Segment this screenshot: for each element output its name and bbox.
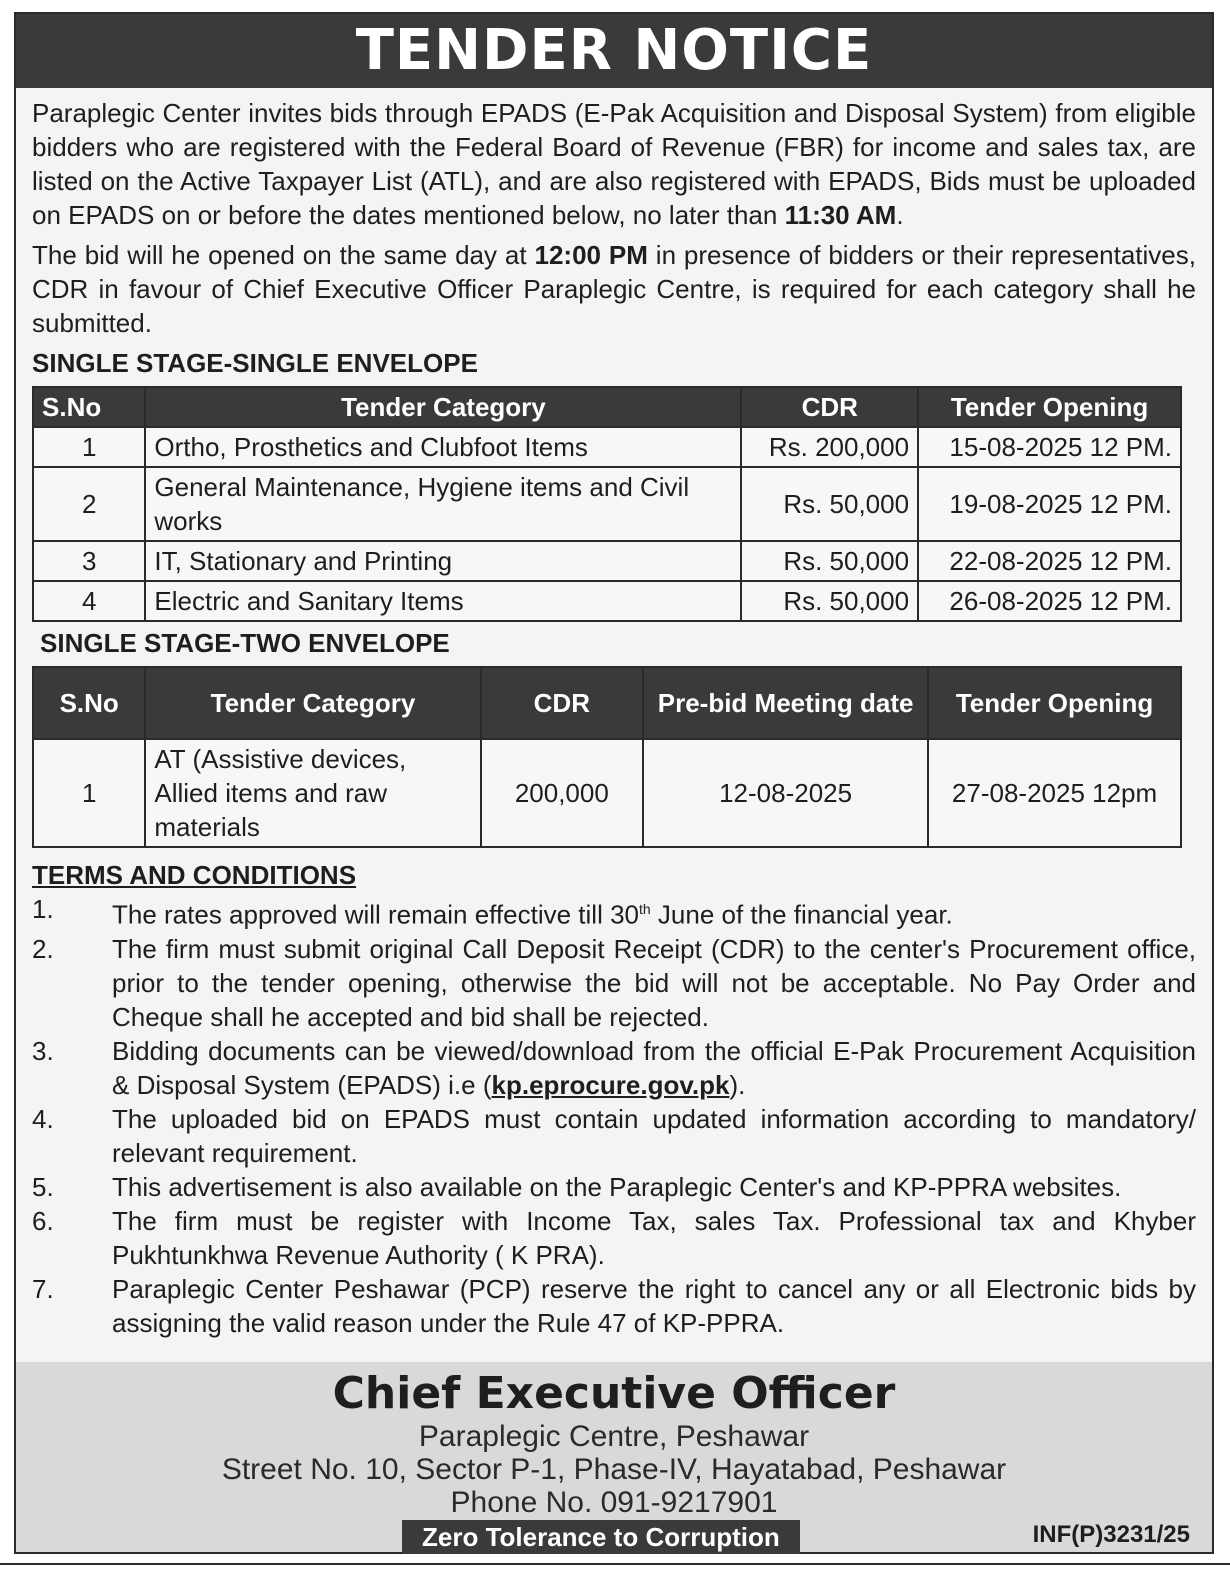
cell-opening: 22-08-2025 12 PM. [918,541,1181,581]
col-category: Tender Category [145,387,741,427]
col-prebid: Pre-bid Meeting date [643,667,928,739]
cell-opening: 19-08-2025 12 PM. [918,467,1181,541]
list-item [32,1102,1196,1170]
list-item [32,932,1196,1034]
bottom-divider [0,1563,1230,1565]
term-text-part: ). [729,1069,746,1100]
term-text-part: June of the financial year. [650,899,953,930]
cell-opening: 27-08-2025 12pm [928,739,1181,847]
term-text-part: Bidding documents can be viewed/download from the official E-Pak Procurement Acquisition & Disposal System (EPADS) i.e ( [112,1035,1196,1100]
term-number: 1. [32,894,54,924]
term-number: 4. [32,1103,54,1134]
cell-category: AT (Assistive devices, Allied items and raw materials [145,739,480,847]
list-item [32,1272,1196,1340]
col-cdr: CDR [481,667,644,739]
list-item [32,1034,1196,1102]
cell-category: Ortho, Prosthetics and Clubfoot Items [145,427,741,467]
cell-cdr: 200,000 [481,739,644,847]
upload-deadline-time: 11:30 AM [784,200,897,230]
section2-heading: SINGLE STAGE-TWO ENVELOPE [40,628,450,658]
cell-sno: 1 [33,739,145,847]
intro-text-1-end: . [896,200,904,230]
cell-sno: 3 [33,541,145,581]
cell-cdr: Rs. 50,000 [741,541,918,581]
cell-opening: 15-08-2025 12 PM. [918,427,1181,467]
list-item [32,1204,1196,1272]
term-number: 2. [32,933,54,964]
term-text [112,1034,1196,1102]
col-sno: S.No [33,667,145,739]
term-text: This advertisement is also available on the Paraplegic Center's and KP-PPRA websites. [112,1171,1122,1202]
single-envelope-table [32,386,1182,622]
cell-cdr: Rs. 200,000 [741,427,918,467]
phone: Phone No. 091-9217901 [450,1486,778,1519]
cell-sno: 2 [33,467,145,541]
intro-text-1: Paraplegic Center invites bids through EPADS (E-Pak Acquisition and Disposal System) from eligible bidders who are registered with the Federal Board of Revenue (FBR) for income and sales tax, are listed on the Active Taxpayer List (ATL), and are also registered with EPADS, Bids must be uploaded on EPADS on or before the dates mentioned below, no later than [32,98,1196,230]
term-text-part: The rates approved will remain effective till 30 [112,899,639,930]
term-text: The firm must be register with Income Tax, sales Tax. Professional tax and Khyber Pukhtunkhwa Revenue Authority ( K PRA). [112,1205,1196,1270]
term-text: The firm must submit original Call Deposit Receipt (CDR) to the center's Procurement office, prior to the tender opening, otherwise the bid will not be acceptable. No Pay Order and Cheque shall he accepted and bid shall be rejected. [112,933,1196,1032]
reference-number: INF(P)3231/25 [1032,1521,1190,1548]
col-opening: Tender Opening [928,667,1181,739]
opening-time: 12:00 PM [534,240,648,270]
col-category: Tender Category [145,667,480,739]
two-envelope-table [32,666,1182,848]
term-superscript: th [639,901,651,917]
term-number: 5. [32,1171,54,1202]
notice-frame [14,12,1214,1554]
cell-opening: 26-08-2025 12 PM. [918,581,1181,621]
table-row [33,467,1181,541]
section1-heading: SINGLE STAGE-SINGLE ENVELOPE [32,348,478,378]
cell-category: Electric and Sanitary Items [145,581,741,621]
table-row [33,541,1181,581]
cell-cdr: Rs. 50,000 [741,581,918,621]
table-row [33,581,1181,621]
term-number: 3. [32,1035,54,1066]
term-text: Paraplegic Center Peshawar (PCP) reserve the right to cancel any or all Electronic bids by assigning the valid reason under the Rule 47 of KP-PPRA. [112,1273,1196,1338]
cell-category: IT, Stationary and Printing [145,541,741,581]
cell-category: General Maintenance, Hygiene items and Civil works [145,467,741,541]
slogan-badge: Zero Tolerance to Corruption [402,1520,800,1554]
term-text [112,892,1196,932]
cell-prebid: 12-08-2025 [643,739,928,847]
table-row [33,739,1181,847]
table-header-row [33,667,1181,739]
notice-title: TENDER NOTICE [16,14,1212,88]
organization: Paraplegic Centre, Peshawar [418,1420,810,1453]
table-header-row [33,387,1181,427]
term-text: The uploaded bid on EPADS must contain updated information according to mandatory/ relevant requirement. [112,1103,1196,1168]
signature-block [16,1362,1212,1552]
cell-sno: 4 [33,581,145,621]
list-item [32,892,1196,932]
intro-text-2-end: in presence of bidders or their representatives, CDR in favour of Chief Executive Officer Paraplegic Centre, is required for each category shall he submitted. [32,240,1196,338]
terms-list [32,892,1196,1340]
epads-link[interactable]: kp.eprocure.gov.pk [491,1069,730,1100]
address: Street No. 10, Sector P-1, Phase-IV, Hayatabad, Peshawar [221,1453,1007,1486]
designation: Chief Executive Officer [332,1368,896,1419]
intro-text-2-start: The bid will he opened on the same day at [32,240,535,270]
cell-sno: 1 [33,427,145,467]
term-number: 6. [32,1205,54,1236]
cell-cdr: Rs. 50,000 [741,467,918,541]
terms-heading: TERMS AND CONDITIONS [32,860,357,890]
table-row [33,427,1181,467]
intro-paragraph-1 [32,96,1196,232]
intro-paragraph-2 [32,238,1196,340]
list-item [32,1170,1196,1204]
col-opening: Tender Opening [918,387,1181,427]
col-cdr: CDR [741,387,918,427]
notice-content [16,88,1212,1340]
term-number: 7. [32,1273,54,1304]
col-sno: S.No [33,387,145,427]
